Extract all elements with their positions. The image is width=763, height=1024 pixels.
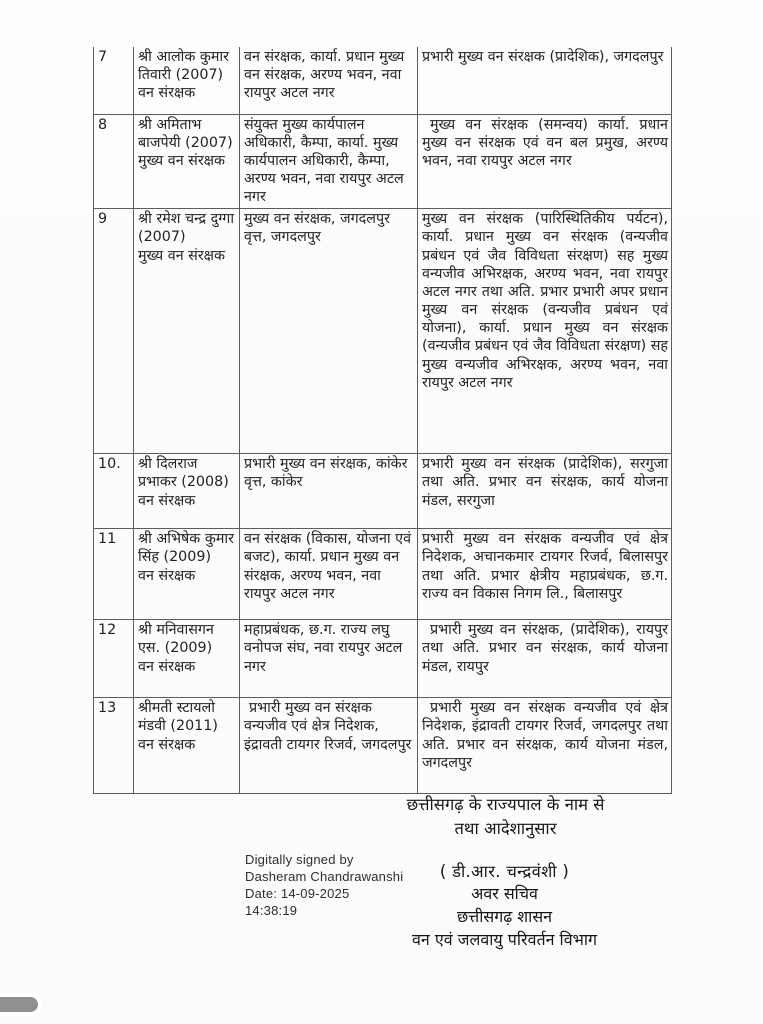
- signatory-block: [372, 860, 637, 952]
- officer-designation: मुख्य वन संरक्षक: [138, 247, 225, 264]
- serial-number: 11: [94, 529, 134, 620]
- table-row: [94, 209, 672, 454]
- officer-name-cell: [134, 698, 240, 794]
- table-row: [94, 698, 672, 794]
- officer-designation: वन संरक्षक: [138, 85, 196, 102]
- current-posting: मुख्य वन संरक्षक, जगदलपुर वृत्त, जगदलपुर: [240, 209, 418, 454]
- officer-designation: मुख्य वन संरक्षक: [138, 152, 225, 169]
- digital-signature-line: Digitally signed by: [245, 852, 354, 867]
- officer-name: श्री अमिताभ बाजपेयी (2007): [138, 116, 233, 151]
- new-posting: प्रभारी मुख्य वन संरक्षक वन्यजीव एवं क्षेत्र निदेशक, इंद्रावती टायगर रिजर्व, जगदलपुर तथा अति. प्रभार वन संरक्षक, कार्य योजना मंडल, जगदलपुर: [418, 698, 672, 794]
- table-row: [94, 620, 672, 698]
- new-posting: प्रभारी मुख्य वन संरक्षक (प्रादेशिक), जगदलपुर: [418, 47, 672, 114]
- officer-name: श्रीमती स्टायलो मंडवी (2011): [138, 700, 218, 735]
- officer-name-cell: [134, 529, 240, 620]
- officer-name-cell: [134, 47, 240, 114]
- new-posting: प्रभारी मुख्य वन संरक्षक (प्रादेशिक), सरगुजा तथा अति. प्रभार वन संरक्षक, कार्य योजना मंडल, सरगुजा: [418, 454, 672, 529]
- officer-designation: वन संरक्षक: [138, 567, 196, 584]
- closing-line-2: तथा आदेशानुसार: [454, 818, 557, 838]
- officer-name-cell: [134, 209, 240, 454]
- new-posting: मुख्य वन संरक्षक (समन्वय) कार्या. प्रधान मुख्य वन संरक्षक एवं वन बल प्रमुख, अरण्य भवन, नवा रायपुर अटल नगर: [418, 114, 672, 209]
- closing-statement: [358, 793, 653, 841]
- closing-line-1: छत्तीसगढ़ के राज्यपाल के नाम से: [406, 795, 605, 814]
- serial-number: 13: [94, 698, 134, 794]
- officer-name: श्री दिलराज प्रभाकर (2008): [138, 456, 229, 491]
- serial-number: 8: [94, 114, 134, 209]
- current-posting: वन संरक्षक, कार्या. प्रधान मुख्य वन संरक्षक, अरण्य भवन, नवा रायपुर अटल नगर: [240, 47, 418, 114]
- officer-name: श्री आलोक कुमार तिवारी (2007): [138, 49, 229, 84]
- officer-designation: वन संरक्षक: [138, 492, 196, 509]
- serial-number: 10.: [94, 454, 134, 529]
- table-row: [94, 454, 672, 529]
- signatory-title: अवर सचिव: [471, 884, 538, 904]
- table-row: [94, 114, 672, 209]
- signatory-name: ( डी.आर. चन्द्रवंशी ): [439, 862, 570, 881]
- scroll-pill-artifact: [0, 997, 38, 1012]
- transfer-order-table: [93, 47, 672, 794]
- officer-designation: वन संरक्षक: [138, 736, 196, 753]
- signatory-org: छत्तीसगढ़ शासन: [456, 907, 553, 927]
- serial-number: 9: [94, 209, 134, 454]
- current-posting: प्रभारी मुख्य वन संरक्षक, कांकेर वृत्त, कांकेर: [240, 454, 418, 529]
- digital-signature-date: Date: 14-09-2025: [245, 885, 350, 901]
- officer-name: श्री रमेश चन्द्र दुग्गा (2007): [138, 211, 235, 246]
- current-posting: महाप्रबंधक, छ.ग. राज्य लघु वनोपज संघ, नवा रायपुर अटल नगर: [240, 620, 418, 698]
- new-posting: मुख्य वन संरक्षक (पारिस्थितिकीय पर्यटन), कार्या. प्रधान मुख्य वन संरक्षक (वन्यजीव प्रबंधन एवं जैव विविधता संरक्षण) सह मुख्य वन्यजीव अभिरक्षक, अरण्य भवन, नवा रायपुर अटल नगर तथा अति. प्रभार प्रभारी अपर प्रधान मुख्य वन संरक्षक (वन्यजीव प्रबंधन एवं योजना), कार्या. प्रधान मुख्य वन संरक्षक (वन्यजीव प्रबंधन एवं जैव विविधता संरक्षण) सह मुख्य वन्यजीव अभिरक्षक, अरण्य भवन, नवा रायपुर अटल नगर: [418, 209, 672, 454]
- current-posting: वन संरक्षक (विकास, योजना एवं बजट), कार्या. प्रधान मुख्य वन संरक्षक, अरण्य भवन, नवा रायपुर अटल नगर: [240, 529, 418, 620]
- signatory-dept: वन एवं जलवायु परिवर्तन विभाग: [411, 929, 598, 949]
- officer-name-cell: [134, 454, 240, 529]
- current-posting: संयुक्त मुख्य कार्यपालन अधिकारी, कैम्पा, कार्या. मुख्य कार्यपालन अधिकारी, कैम्पा, अरण्य भवन, नवा रायपुर अटल नगर: [240, 114, 418, 209]
- table-row: [94, 529, 672, 620]
- officer-name-cell: [134, 620, 240, 698]
- officer-designation: वन संरक्षक: [138, 658, 196, 675]
- digital-signature-time: 14:38:19: [245, 902, 298, 918]
- serial-number: 7: [94, 47, 134, 114]
- new-posting: प्रभारी मुख्य वन संरक्षक वन्यजीव एवं क्षेत्र निदेशक, अचानकमार टायगर रिजर्व, बिलासपुर तथा अति. प्रभार क्षेत्रीय महाप्रबंधक, छ.ग. राज्य वन विकास निगम लि., बिलासपुर: [418, 529, 672, 620]
- serial-number: 12: [94, 620, 134, 698]
- digital-signature-name: Dasheram Chandrawanshi: [245, 868, 404, 884]
- officer-name: श्री अभिषेक कुमार सिंह (2009): [138, 531, 234, 566]
- new-posting: प्रभारी मुख्य वन संरक्षक, (प्रादेशिक), रायपुर तथा अति. प्रभार वन संरक्षक, कार्य योजना मंडल, रायपुर: [418, 620, 672, 698]
- officer-name: श्री मनिवासगन एस. (2009): [138, 622, 214, 657]
- officer-name-cell: [134, 114, 240, 209]
- current-posting: प्रभारी मुख्य वन संरक्षक वन्यजीव एवं क्षेत्र निदेशक, इंद्रावती टायगर रिजर्व, जगदलपुर: [240, 698, 418, 794]
- table-row: [94, 47, 672, 114]
